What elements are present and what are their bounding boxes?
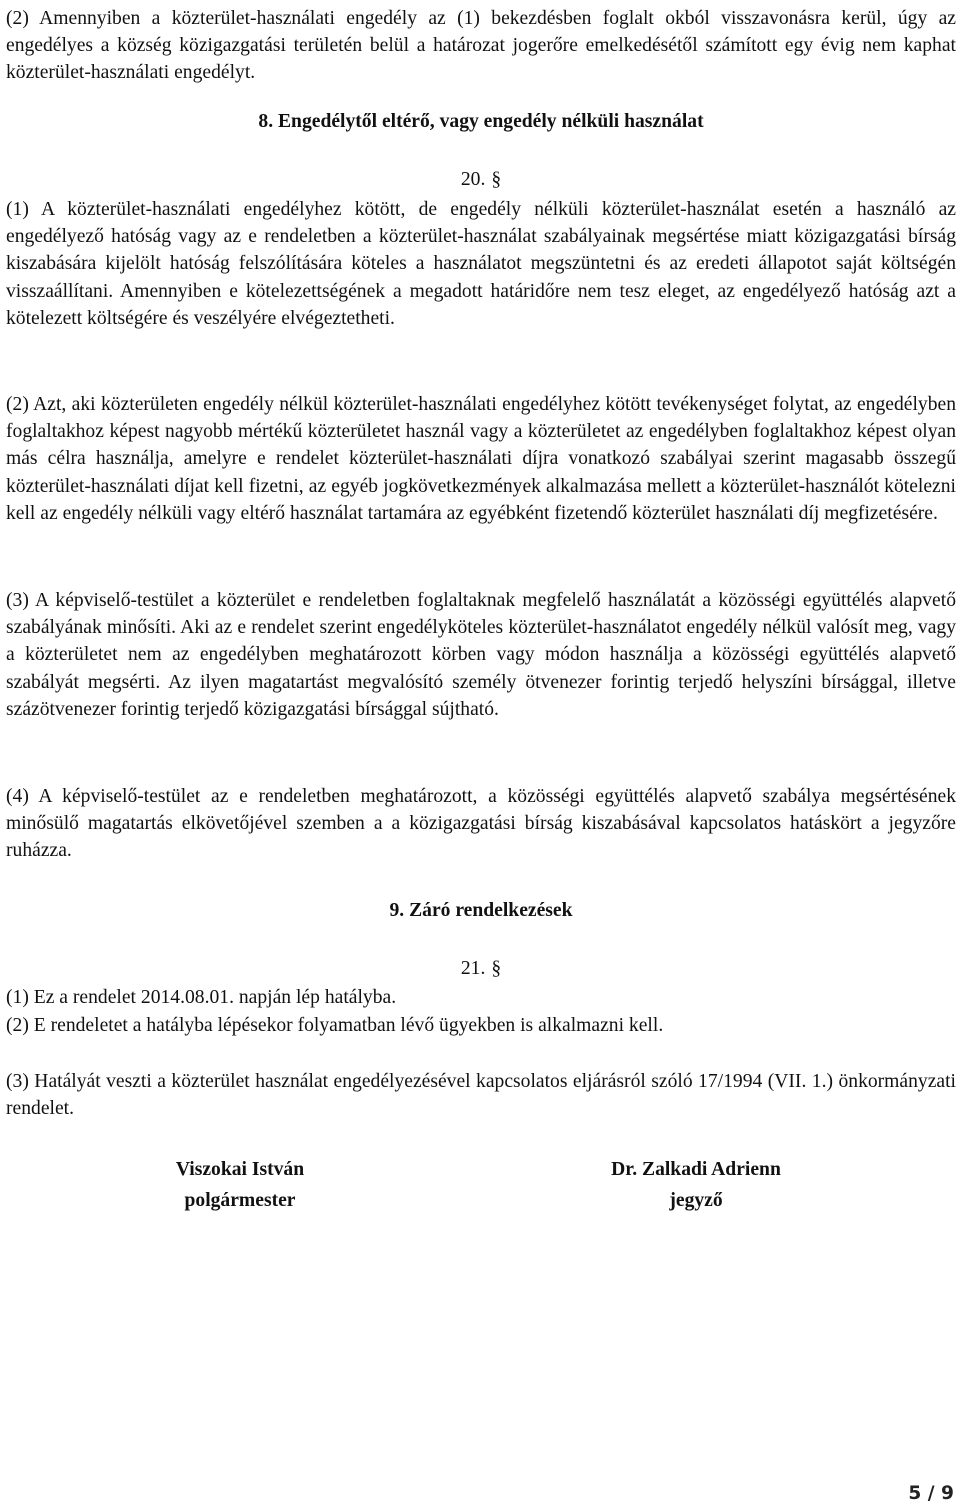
section-9-heading-block [6, 897, 956, 924]
section-8-heading-block [6, 108, 956, 135]
section-8-paragraph-2: (2) Azt, aki közterületen engedély nélkül közterület-használati engedélyhez kötött tevékenységet folytat, az engedélyben foglaltakhoz képest nagyobb mértékű közterületet használ vagy a közterületet az engedélyben foglaltakhoz képest olyan más célra használja, amelyre e rendelet közterület-használati díjra vonatkozó szabályai szerint magasabb összegű közterület-használati díjat kell fizetni, az egyéb jogkövetkezmények alkalmazása mellett a közterület-használót kötelezni kell az engedély nélküli vagy eltérő használat tartamára az egyébként fizetendő közterület használati díj megfizetésére. [6, 394, 956, 524]
signature-left-name: Viszokai István [175, 1159, 305, 1180]
paragraph-number-20: 20. [460, 169, 486, 190]
signature-right-name: Dr. Zalkadi Adrienn [611, 1159, 781, 1180]
section-8-p4-block [6, 783, 956, 865]
intro-paragraph: (2) Amennyiben a közterület-használati engedély az (1) bekezdésben foglalt okból visszavonásra kerül, úgy az engedélyes a község közigazgatási területén belül a határozat jogerőre emelkedésétől számított egy évig nem kaphat közterület-használati engedélyt. [6, 8, 956, 84]
section-9-paragraph-number [6, 955, 956, 982]
section-9-paragraph-1: (1) Ez a rendelet 2014.08.01. napján lép hatályba. [6, 987, 397, 1008]
signature-left-title: polgármester [184, 1190, 296, 1211]
section-8-paragraph-4: (4) A képviselő-testület az e rendeletben meghatározott, a közösségi együttélés alapvető szabálya megsértésének minősülő magatartás elkövetőjével szemben a a közigazgatási bírság kiszabásával kapcsolatos hatáskört a jegyzőre ruházza. [6, 786, 956, 862]
section-9-p1-block [6, 984, 956, 1011]
signature-right [566, 1154, 826, 1216]
section-symbol: § [491, 958, 502, 979]
section-9-p2-block [6, 1012, 956, 1039]
section-9-paragraph-3: (3) Hatályát veszti a közterület használat engedélyezésével kapcsolatos eljárásról szóló 17/1994 (VII. 1.) önkormányzati rendelet. [6, 1071, 956, 1120]
section-9-p3-block [6, 1068, 956, 1122]
page-indicator: 5 / 9 [908, 1483, 954, 1504]
section-8-paragraph-1: (1) A közterület-használati engedélyhez kötött, de engedély nélküli közterület-használat esetén a használó az engedélyező hatóság vagy az e rendeletben a közterület-használat szabályainak megsértése miatt közigazgatási bírság kiszabására kijelölt hatóság felszólítására köteles a használatot megszüntetni és az eredeti állapotot saját költségén visszaállítani. Amennyiben e kötelezettségének a megadott határidőre nem tesz eleget, az engedélyező hatóság azt a kötelezett költségére és veszélyére elvégeztetheti. [6, 199, 956, 329]
section-8-p3-block [6, 587, 956, 723]
section-8-paragraph-3: (3) A képviselő-testület a közterület e rendeletben foglaltaknak megfelelő használatát a közösségi együttélés alapvető szabályának minősíti. Aki az e rendelet szerint engedélyköteles közterület-használatot engedély nélkül valósít meg, vagy a közterületet nem az engedélyben meghatározott körben vagy módon használja a közösségi együttélés alapvető szabályát megsérti. Az ilyen magatartást megvalósító személy ötvenezer forintig terjedő helyszíni bírsággal, illetve százötvenezer forintig terjedő közigazgatási bírsággal sújtható. [6, 590, 956, 720]
section-symbol: § [491, 169, 502, 190]
section-8-paragraph-number-block [6, 166, 956, 193]
intro-paragraph-block [6, 5, 956, 87]
paragraph-number-21: 21. [460, 958, 486, 979]
section-8-title: 8. Engedélytől eltérő, vagy engedély nélküli használat [258, 111, 704, 132]
section-9-title: 9. Záró rendelkezések [389, 900, 573, 921]
section-8-p2-block [6, 391, 956, 527]
signature-left [120, 1154, 360, 1216]
section-9-paragraph-number-block [6, 955, 956, 982]
section-8-p1-block [6, 196, 956, 332]
signature-right-title: jegyző [669, 1190, 723, 1211]
section-9-paragraph-2: (2) E rendeletet a hatályba lépésekor folyamatban lévő ügyekben is alkalmazni kell. [6, 1015, 664, 1036]
section-8-paragraph-number [6, 166, 956, 193]
